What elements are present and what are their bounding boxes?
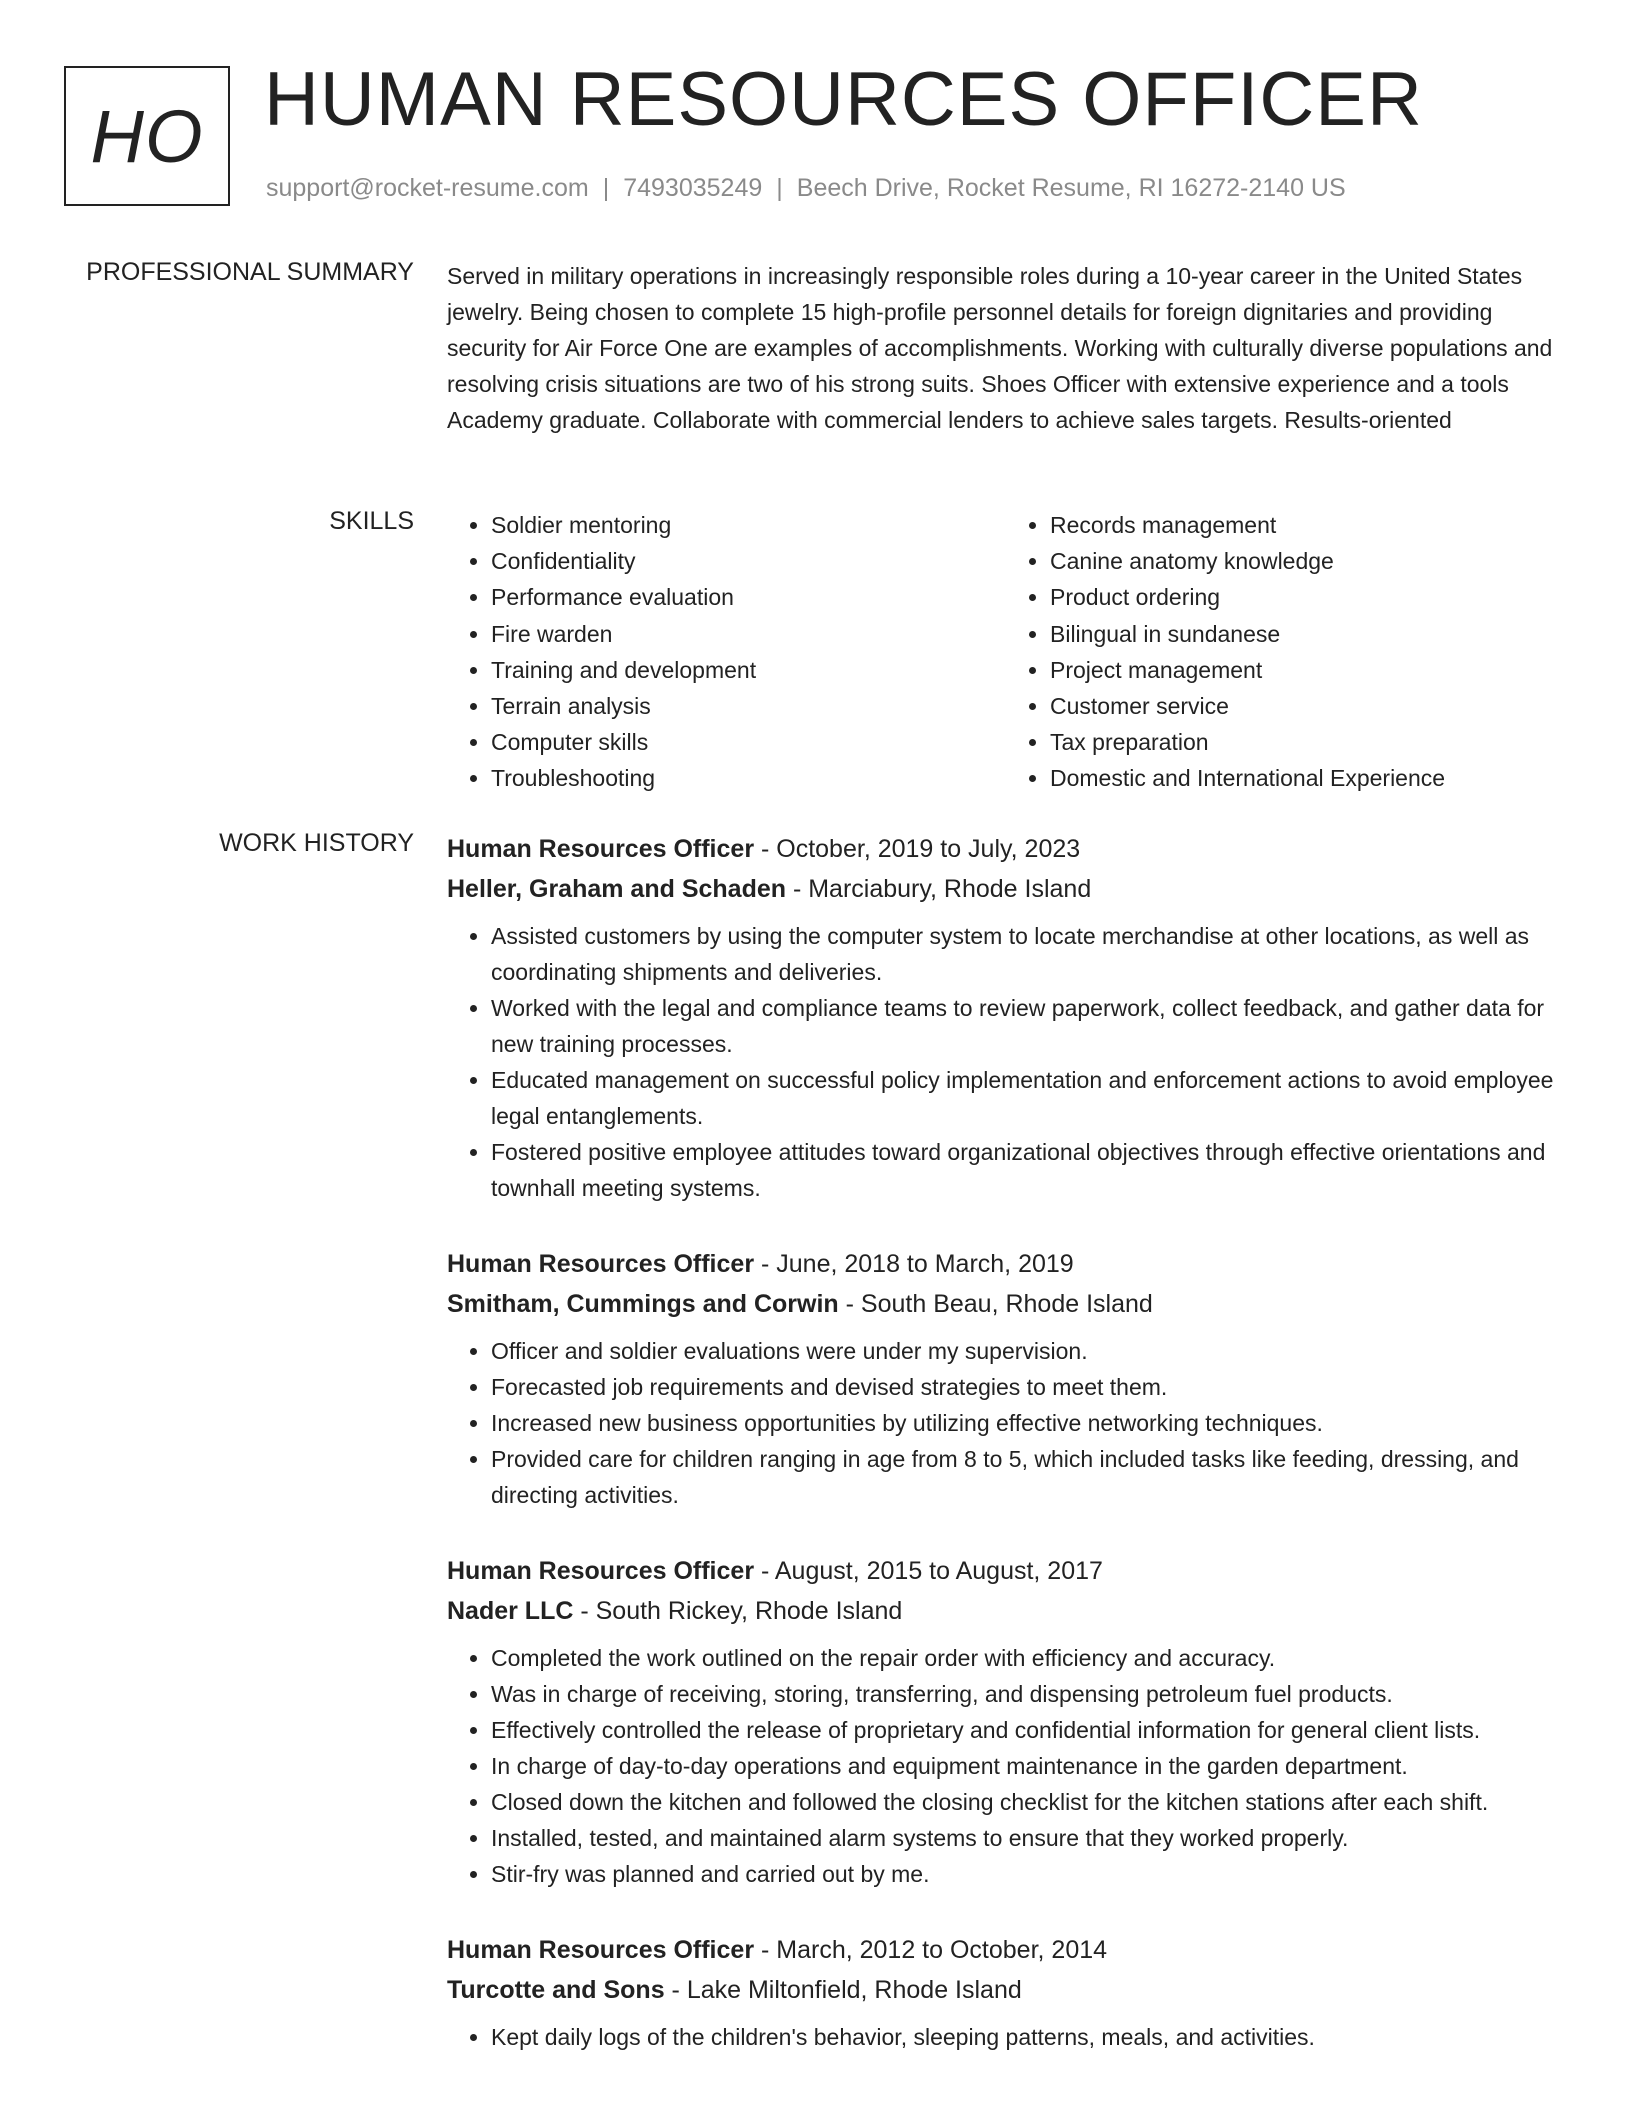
- skill-item: • Performance evaluation: [491, 579, 1006, 615]
- resume-title: HUMAN RESOURCES OFFICER: [264, 57, 1423, 142]
- skills-columns: [447, 507, 1565, 797]
- job-company-line: [447, 869, 1565, 909]
- job-bullet: • Officer and soldier evaluations were under my supervision.: [491, 1333, 1565, 1369]
- contact-phone: 7493035249: [623, 174, 763, 202]
- skill-item: • Bilingual in sundanese: [1050, 616, 1565, 652]
- skill-item: • Confidentiality: [491, 543, 1006, 579]
- skill-item: • Fire warden: [491, 616, 1006, 652]
- skill-item: • Product ordering: [1050, 579, 1565, 615]
- job-bullet: • Effectively controlled the release of proprietary and confidential information for general client lists.: [491, 1712, 1565, 1748]
- contact-separator: |: [602, 174, 610, 202]
- job-company: Turcotte and Sons: [447, 1976, 665, 2004]
- skill-item: • Domestic and International Experience: [1050, 760, 1565, 796]
- job-bullet: • Installed, tested, and maintained alarm systems to ensure that they worked properly.: [491, 1820, 1565, 1856]
- job-bullet: • Kept daily logs of the children's behavior, sleeping patterns, meals, and activities.: [491, 2019, 1565, 2055]
- job-bullet-list: [447, 1640, 1565, 1892]
- job-bullet: • Provided care for children ranging in age from 8 to 5, which included tasks like feeding, dressing, and directing activities.: [491, 1441, 1565, 1513]
- job-entry: [447, 829, 1565, 1206]
- summary-heading: PROFESSIONAL SUMMARY: [86, 258, 414, 286]
- work-history-heading: WORK HISTORY: [219, 829, 414, 857]
- job-company-line: [447, 1970, 1565, 2010]
- skill-item: • Training and development: [491, 652, 1006, 688]
- job-bullet: • Closed down the kitchen and followed the closing checklist for the kitchen stations after each shift.: [491, 1784, 1565, 1820]
- skills-list-right: [1006, 507, 1565, 797]
- contact-separator: |: [776, 174, 783, 202]
- work-history-body: [447, 829, 1565, 2055]
- job-title-line: [447, 1551, 1565, 1591]
- job-bullet: • Completed the work outlined on the repair order with efficiency and accuracy.: [491, 1640, 1565, 1676]
- job-company: Heller, Graham and Schaden: [447, 875, 787, 903]
- contact-line: [266, 174, 1346, 203]
- skill-item: • Troubleshooting: [491, 760, 1006, 796]
- job-bullet: • Assisted customers by using the computer system to locate merchandise at other locations, as well as coordinating shipments and deliveries.: [491, 918, 1565, 990]
- job-entry: [447, 1930, 1565, 2055]
- job-title: Human Resources Officer: [447, 1557, 755, 1585]
- skill-item: • Records management: [1050, 507, 1565, 543]
- skill-item: • Project management: [1050, 652, 1565, 688]
- job-bullet: • In charge of day-to-day operations and equipment maintenance in the garden department.: [491, 1748, 1565, 1784]
- job-company: Smitham, Cummings and Corwin: [447, 1290, 839, 1318]
- skill-item: • Customer service: [1050, 688, 1565, 724]
- job-title-line: [447, 1244, 1565, 1284]
- job-bullet: • Increased new business opportunities by utilizing effective networking techniques.: [491, 1405, 1565, 1441]
- contact-address: Beech Drive, Rocket Resume, RI 16272-2140 US: [796, 174, 1346, 202]
- skill-item: • Computer skills: [491, 724, 1006, 760]
- job-entry: [447, 1244, 1565, 1513]
- job-title-line: [447, 829, 1565, 869]
- skill-item: • Terrain analysis: [491, 688, 1006, 724]
- skill-item: • Tax preparation: [1050, 724, 1565, 760]
- job-location: - South Rickey, Rhode Island: [573, 1597, 903, 1625]
- job-bullet-list: [447, 918, 1565, 1206]
- job-dates: - August, 2015 to August, 2017: [754, 1557, 1103, 1585]
- contact-email: support@rocket-resume.com: [266, 174, 589, 202]
- skill-item: • Canine anatomy knowledge: [1050, 543, 1565, 579]
- job-bullet: • Worked with the legal and compliance teams to review paperwork, collect feedback, and gather data for new training processes.: [491, 990, 1565, 1062]
- job-title: Human Resources Officer: [447, 1250, 755, 1278]
- job-bullet: • Forecasted job requirements and devised strategies to meet them.: [491, 1369, 1565, 1405]
- job-title: Human Resources Officer: [447, 835, 755, 863]
- job-bullet: • Stir-fry was planned and carried out by me.: [491, 1856, 1565, 1892]
- job-bullet-list: [447, 2019, 1565, 2055]
- summary-text: Served in military operations in increasingly responsible roles during a 10-year career in the United States jewelry. Being chosen to complete 15 high-profile personnel details for foreign dignitaries and providing security for Air Force One are examples of accomplishments. Working with culturally diverse populations and resolving crisis situations are two of his strong suits. Shoes Officer with extensive experience and a tools Academy graduate. Collaborate with commercial lenders to achieve sales targets. Results-oriented: [447, 263, 1553, 433]
- job-entry: [447, 1551, 1565, 1892]
- job-dates: - March, 2012 to October, 2014: [754, 1936, 1108, 1964]
- monogram-badge: [64, 66, 230, 206]
- skills-body: [447, 507, 1565, 797]
- monogram-text: HO: [90, 94, 204, 178]
- job-location: - Marciabury, Rhode Island: [786, 875, 1092, 903]
- job-location: - Lake Miltonfield, Rhode Island: [664, 1976, 1022, 2004]
- job-company-line: [447, 1284, 1565, 1324]
- job-dates: - June, 2018 to March, 2019: [754, 1250, 1074, 1278]
- job-bullet: • Was in charge of receiving, storing, transferring, and dispensing petroleum fuel products.: [491, 1676, 1565, 1712]
- job-bullet: • Educated management on successful policy implementation and enforcement actions to avoid employee legal entanglements.: [491, 1062, 1565, 1134]
- summary-body: [447, 258, 1565, 438]
- job-title: Human Resources Officer: [447, 1936, 755, 1964]
- skills-heading: SKILLS: [329, 507, 414, 535]
- skill-item: • Soldier mentoring: [491, 507, 1006, 543]
- job-company-line: [447, 1591, 1565, 1631]
- job-location: - South Beau, Rhode Island: [838, 1290, 1153, 1318]
- job-dates: - October, 2019 to July, 2023: [754, 835, 1081, 863]
- skills-list-left: [447, 507, 1006, 797]
- job-bullet-list: [447, 1333, 1565, 1513]
- job-company: Nader LLC: [447, 1597, 574, 1625]
- job-title-line: [447, 1930, 1565, 1970]
- job-bullet: • Fostered positive employee attitudes toward organizational objectives through effective orientations and townhall meeting systems.: [491, 1134, 1565, 1206]
